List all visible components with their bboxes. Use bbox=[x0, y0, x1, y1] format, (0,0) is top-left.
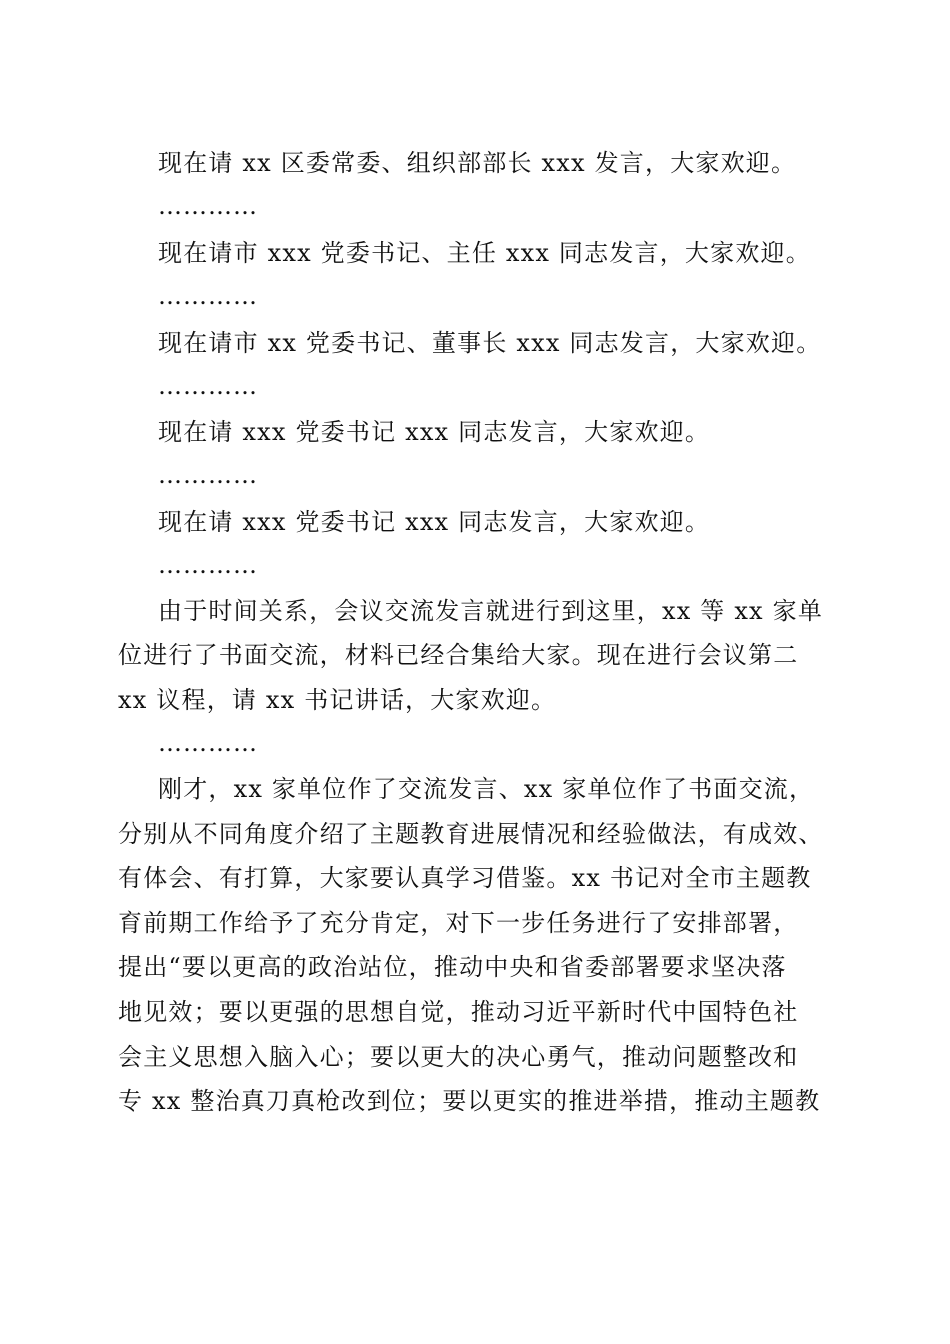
summary-line-8: 专 xx 整治真刀真枪改到位；要以更实的推进举措，推动主题教 bbox=[118, 1087, 821, 1115]
ellipsis-1: ………… bbox=[158, 192, 258, 220]
summary-line-3: 有体会、有打算，大家要认真学习借鉴。xx 书记对全市主题教 bbox=[118, 864, 812, 892]
summary-line-5: 提出“要以更高的政治站位，推动中央和省委部署要求坚决落 bbox=[118, 953, 787, 981]
summary-line-6: 地见效；要以更强的思想自觉，推动习近平新时代中国特色社 bbox=[118, 998, 799, 1026]
ellipsis-4: ………… bbox=[158, 461, 258, 489]
transition-line-2: 位进行了书面交流，材料已经合集给大家。现在进行会议第二 bbox=[118, 641, 799, 669]
transition-line-3: xx 议程，请 xx 书记讲话，大家欢迎。 bbox=[118, 686, 557, 714]
ellipsis-6: ………… bbox=[158, 729, 258, 757]
speech-line-3: 现在请市 xx 党委书记、董事长 xxx 同志发言，大家欢迎。 bbox=[158, 329, 822, 357]
summary-line-2: 分别从不同角度介绍了主题教育进展情况和经验做法，有成效、 bbox=[118, 820, 824, 848]
ellipsis-2: ………… bbox=[158, 282, 258, 310]
speech-line-1: 现在请 xx 区委常委、组织部部长 xxx 发言，大家欢迎。 bbox=[158, 149, 797, 177]
summary-line-1: 刚才，xx 家单位作了交流发言、xx 家单位作了书面交流， bbox=[158, 775, 815, 803]
speech-line-4: 现在请 xxx 党委书记 xxx 同志发言，大家欢迎。 bbox=[158, 418, 711, 446]
speech-line-5: 现在请 xxx 党委书记 xxx 同志发言，大家欢迎。 bbox=[158, 508, 711, 536]
summary-line-7: 会主义思想入脑入心；要以更大的决心勇气，推动问题整改和 bbox=[118, 1043, 799, 1071]
ellipsis-5: ………… bbox=[158, 551, 258, 579]
summary-line-4: 育前期工作给予了充分肯定，对下一步任务进行了安排部署， bbox=[118, 909, 799, 937]
speech-line-2: 现在请市 xxx 党委书记、主任 xxx 同志发言，大家欢迎。 bbox=[158, 239, 811, 267]
transition-line-1: 由于时间关系，会议交流发言就进行到这里，xx 等 xx 家单 bbox=[158, 597, 824, 625]
ellipsis-3: ………… bbox=[158, 372, 258, 400]
